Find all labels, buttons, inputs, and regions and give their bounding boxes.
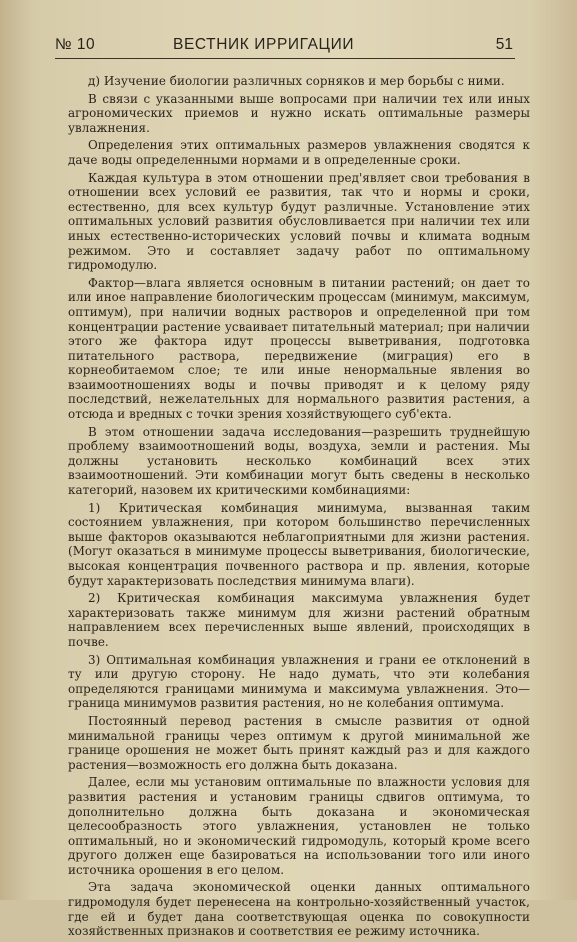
paragraph-critical-maximum: 2) Критическая комбинация максимума увлажнения будет характеризовать также минимум для жизни растений обратным направлением всех перечисленных выше явлений, происходящих в почве. bbox=[68, 591, 530, 649]
issue-number: № 10 bbox=[55, 36, 96, 53]
paragraph-research-task: В этом отношении задача исследования—разрешить труднейшую проблему взаимоотношений воды, воздуха, земли и растения. Мы должны установить несколько комбинаций всех этих взаимоотношений. Эти комбинации могут быть сведены в несколько категорий, назовем их критическими комбинациями: bbox=[68, 424, 530, 498]
paragraph-optimal-sizes: Определения этих оптимальных размеров увлажнения сводятся к даче воды определенными нормами и в определенные сроки. bbox=[68, 138, 530, 167]
page-number: 51 bbox=[495, 36, 513, 53]
journal-title: ВЕСТНИК ИРРИГАЦИИ bbox=[173, 36, 355, 53]
paragraph-moisture-factor: Фактор—влага является основным в питании растений; он дает то или иное направление биологическим процессам (минимум, максимум, оптимум), при наличии водных растворов и определенной при том концентрации растение усваивает питательный материал; при наличии этого же фактора идут процессы выветривания, подготовка питательного раствора, передвижение (миграция) его в корнеобитаемом слое; те или иные ненормальные явления во взаимоотношениях воды и почвы приводят и к целому ряду последствий, нежелательных для нормального развития растения, а отсюда и вредных с точки зрения хозяйствующего суб'екта. bbox=[68, 275, 530, 422]
paragraph-optimal-combination: 3) Оптимальная комбинация увлажнения и грани ее отклонений в ту или другую сторону. Не надо думать, что эти колебания определяются границами минимума и максимума увлажнения. Это—граница минимумов развития растения, но не колебания оптимума. bbox=[68, 652, 530, 711]
paragraph-item-d: д) Изучение биологии различных сорняков и мер борьбы с ними. bbox=[88, 74, 505, 88]
paragraph-economic-feasibility: Далее, если мы установим оптимальные по влажности условия для развития растения и установим границы сдвигов оптимума, то дополнительно должна быть доказана и экономическая целесообразность этого увлажнения, установлен не только оптимальный, но и экономический гидромодуль, который кроме всего другого должен еще базироваться на использовании того или иного источника орошения в его целом. bbox=[68, 775, 530, 877]
body-text bbox=[68, 74, 530, 942]
paragraph-economic-evaluation: Эта задача экономической оценки данных оптимального гидромодуля будет перенесена на контрольно-хозяйственный участок, где ей и будет дана соответствующая оценка по совокупности хозяйственных признаков и соответствия ее режиму источника. bbox=[68, 880, 530, 939]
paragraph-agronomic-methods: В связи с указанными выше вопросами при наличии тех или иных агрономических приемов и нужно искать оптимальные размеры увлажнения. bbox=[68, 91, 530, 135]
paragraph-constant-transfer: Постоянный перевод растения в смысле развития от одной минимальной границы через оптимум к другой минимальной же границе орошения не может быть принят каждый раз и для каждого растения—возможность его должна быть доказана. bbox=[68, 713, 530, 772]
paragraph-each-culture: Каждая культура в этом отношении пред'являет свои требования в отношении всех условий ее развития, так что и нормы и сроки, естественно, для всех культур будут различные. Установление этих оптимальных условий развития обусловливается при наличии тех или иных естественно-исторических условий почвы и климата водным режимом. Это и составляет задачу работ по оптимальному гидромодулю. bbox=[68, 170, 530, 273]
running-header bbox=[55, 36, 515, 59]
paragraph-critical-minimum: 1) Критическая комбинация минимума, вызванная таким состоянием увлажнения, при котором большинство перечисленных выше факторов оказываются неблагоприятными для жизни растения. (Могут оказаться в минимуме процессы выветривания, биологические, высокая концентрация почвенного раствора и пр. явления, которые будут характеризовать последствия минимума влаги). bbox=[68, 500, 530, 588]
